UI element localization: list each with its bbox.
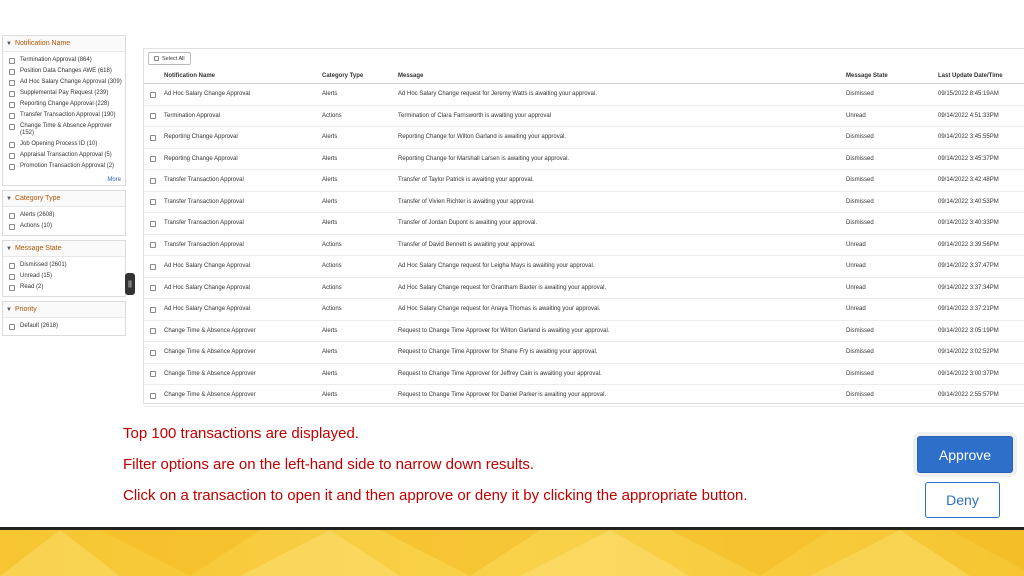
cell-message: Reporting Change for Wilton Garland is awaiting your approval. [398, 134, 567, 140]
cell-category-type: Alerts [322, 220, 338, 226]
filter-group-priority [2, 301, 126, 336]
table-row[interactable] [144, 84, 1024, 106]
filter-group-message-state [2, 240, 126, 297]
collapse-panel-handle[interactable]: || [125, 273, 135, 295]
instruction-line-1: Top 100 transactions are displayed. [123, 425, 359, 442]
filter-option[interactable] [3, 139, 125, 150]
cell-message-state: Dismissed [846, 370, 874, 377]
filter-heading-notification-name[interactable] [3, 36, 125, 52]
cell-message: Request to Change Time Approver for Wilton Garland is awaiting your approval. [398, 327, 610, 334]
cell-category-type: Alerts [322, 177, 338, 183]
select-all-label: Select All [162, 55, 185, 62]
cell-message: Transfer of Jordan Dupont is awaiting your approval. [398, 220, 538, 226]
cell-notification-name: Change Time & Absence Approver [164, 370, 256, 377]
row-checkbox[interactable] [150, 135, 156, 141]
table-row[interactable] [144, 106, 1024, 128]
cell-category-type: Alerts [322, 327, 338, 334]
cell-message-state: Unread [846, 241, 866, 248]
cell-message: Ad Hoc Salary Change request for Grantham Baxter is awaiting your approval. [398, 284, 607, 291]
checkbox-icon[interactable] [9, 153, 15, 159]
cell-last-update: 09/14/2022 2:55:57PM [938, 392, 999, 398]
cell-notification-name: Termination Approval [164, 112, 221, 119]
cell-last-update: 09/14/2022 3:05:19PM [938, 327, 999, 334]
table-header [144, 68, 1024, 84]
cell-notification-name: Reporting Change Approval [164, 134, 238, 140]
row-checkbox[interactable] [150, 285, 156, 291]
cell-last-update: 09/14/2022 3:45:37PM [938, 155, 999, 162]
caret-down-icon: ▼ [6, 245, 12, 252]
checkbox-icon[interactable] [9, 142, 15, 148]
filter-option-label: Appraisal Transaction Approval (5) [20, 152, 112, 158]
row-checkbox[interactable] [150, 199, 156, 205]
cell-message: Ad Hoc Salary Change request for Leigha Mays is awaiting your approval. [398, 263, 595, 269]
select-all-button[interactable] [148, 52, 191, 65]
instruction-line-3: Click on a transaction to open it and then approve or deny it by clicking the appropriate button. [123, 487, 748, 504]
filter-option[interactable] [3, 150, 125, 161]
footer-pattern [0, 530, 1024, 576]
filter-option-label: Ad Hoc Salary Change Approval (309) [20, 79, 122, 85]
cell-message: Transfer of Vivien Richter is awaiting your approval. [398, 198, 535, 205]
table-row[interactable] [144, 170, 1024, 192]
filter-option-label: Transfer Transaction Approval (190) [20, 112, 116, 118]
filter-option-label: Position Data Changes AWE (618) [20, 68, 112, 74]
checkbox-icon[interactable] [9, 69, 15, 75]
checkbox-icon[interactable] [9, 58, 15, 64]
row-checkbox[interactable] [150, 264, 156, 270]
notifications-table [143, 48, 1024, 404]
filter-option-label: Change Time & Absence Approver (152) [20, 123, 112, 136]
cell-message-state: Dismissed [846, 134, 874, 140]
checkbox-icon[interactable] [9, 263, 15, 269]
cell-message-state: Dismissed [846, 198, 874, 205]
filter-heading-category-type[interactable] [3, 191, 125, 207]
cell-message-state: Dismissed [846, 349, 874, 355]
checkbox-icon [154, 56, 159, 61]
checkbox-icon[interactable] [9, 213, 15, 219]
filter-list [3, 52, 125, 175]
filter-heading-label: Category Type [14, 195, 61, 202]
row-checkbox[interactable] [150, 242, 156, 248]
cell-message-state: Unread [846, 284, 866, 291]
filter-option-label: Default (2618) [20, 323, 59, 329]
cell-message-state: Unread [846, 306, 866, 312]
caret-down-icon: ▼ [6, 306, 12, 313]
cell-message: Transfer of David Bennett is awaiting your approval. [398, 241, 536, 248]
cell-category-type: Alerts [322, 198, 338, 205]
cell-message-state: Dismissed [846, 91, 874, 97]
cell-category-type: Alerts [322, 370, 338, 377]
column-header-message-state[interactable]: Message State [846, 73, 888, 79]
checkbox-icon[interactable] [9, 274, 15, 280]
cell-message-state: Dismissed [846, 220, 874, 226]
cell-last-update: 09/14/2022 3:40:33PM [938, 220, 999, 226]
cell-notification-name: Transfer Transaction Approval [164, 220, 244, 226]
cell-message-state: Dismissed [846, 177, 874, 183]
cell-notification-name: Transfer Transaction Approval [164, 198, 244, 205]
cell-message: Request to Change Time Approver for Daniel Parker is awaiting your approval. [398, 392, 607, 398]
cell-last-update: 09/15/2022 8:45:19AM [938, 91, 999, 97]
caret-down-icon: ▼ [6, 40, 12, 47]
cell-category-type: Actions [322, 241, 342, 248]
cell-notification-name: Ad Hoc Salary Change Approval [164, 263, 251, 269]
cell-notification-name: Change Time & Absence Approver [164, 327, 256, 334]
more-link[interactable]: More [107, 177, 121, 183]
caret-down-icon: ▼ [6, 195, 12, 202]
cell-notification-name: Change Time & Absence Approver [164, 392, 256, 398]
filter-heading-label: Priority [14, 306, 37, 313]
table-row[interactable] [144, 342, 1024, 364]
cell-notification-name: Change Time & Absence Approver [164, 349, 256, 355]
cell-message: Ad Hoc Salary Change request for Jeremy Watts is awaiting your approval. [398, 91, 597, 97]
row-checkbox[interactable] [150, 178, 156, 184]
filter-option[interactable] [3, 99, 125, 110]
filter-option[interactable] [3, 77, 125, 88]
footer-band [0, 530, 1024, 576]
cell-notification-name: Transfer Transaction Approval [164, 177, 244, 183]
filter-option-label: Supplemental Pay Request (239) [20, 90, 109, 96]
filter-option-label: Termination Approval (864) [20, 57, 92, 63]
filter-group-category-type [2, 190, 126, 236]
table-row[interactable] [144, 213, 1024, 235]
cell-last-update: 09/14/2022 3:37:21PM [938, 306, 999, 312]
cell-message-state: Dismissed [846, 155, 874, 162]
filter-option-label: Reporting Change Approval (228) [20, 101, 110, 107]
cell-message: Request to Change Time Approver for Jeffrey Cain is awaiting your approval. [398, 370, 602, 377]
filter-option[interactable] [3, 88, 125, 99]
filter-option-label: Unread (15) [20, 273, 53, 279]
cell-message-state: Unread [846, 112, 866, 119]
table-row[interactable] [144, 235, 1024, 257]
checkbox-icon[interactable] [9, 80, 15, 86]
filter-heading-message-state[interactable] [3, 241, 125, 257]
cell-notification-name: Transfer Transaction Approval [164, 241, 244, 248]
column-header-notification-name[interactable]: Notification Name [164, 73, 216, 79]
row-checkbox[interactable] [150, 350, 156, 356]
cell-category-type: Actions [322, 112, 342, 119]
filter-list [3, 318, 125, 335]
cell-category-type: Actions [322, 306, 342, 312]
row-checkbox[interactable] [150, 371, 156, 377]
row-checkbox[interactable] [150, 92, 156, 98]
checkbox-icon[interactable] [9, 324, 15, 330]
row-checkbox[interactable] [150, 221, 156, 227]
checkbox-icon[interactable] [9, 124, 15, 130]
deny-button[interactable]: Deny [925, 482, 1000, 518]
table-row[interactable] [144, 149, 1024, 171]
cell-last-update: 09/14/2022 3:37:34PM [938, 284, 999, 291]
filter-heading-priority[interactable] [3, 302, 125, 318]
cell-last-update: 09/14/2022 3:37:47PM [938, 263, 999, 269]
filter-list [3, 207, 125, 235]
checkbox-icon[interactable] [9, 285, 15, 291]
filter-option[interactable] [3, 110, 125, 121]
cell-last-update: 09/14/2022 3:02:52PM [938, 349, 999, 355]
column-header-message[interactable]: Message [398, 73, 424, 79]
cell-category-type: Actions [322, 284, 342, 291]
cell-category-type: Alerts [322, 134, 338, 140]
checkbox-icon[interactable] [9, 102, 15, 108]
filter-option[interactable] [3, 260, 125, 271]
cell-last-update: 09/14/2022 3:45:55PM [938, 134, 999, 140]
filter-option-label: Dismissed (2601) [20, 262, 67, 268]
filter-heading-label: Notification Name [14, 40, 71, 47]
cell-last-update: 09/14/2022 4:51:33PM [938, 112, 999, 119]
approve-button[interactable]: Approve [917, 436, 1013, 473]
filter-option[interactable] [3, 271, 125, 282]
row-checkbox[interactable] [150, 113, 156, 119]
cell-notification-name: Reporting Change Approval [164, 155, 238, 162]
cell-message-state: Dismissed [846, 392, 874, 398]
filter-option-label: Actions (10) [20, 223, 53, 229]
row-checkbox[interactable] [150, 156, 156, 162]
table-row[interactable] [144, 321, 1024, 343]
cell-category-type: Alerts [322, 349, 338, 355]
filter-option[interactable] [3, 210, 125, 221]
table-row[interactable] [144, 278, 1024, 300]
cell-message-state: Dismissed [846, 327, 874, 334]
cell-message-state: Unread [846, 263, 866, 269]
cell-notification-name: Ad Hoc Salary Change Approval [164, 306, 251, 312]
table-row[interactable] [144, 364, 1024, 386]
checkbox-icon[interactable] [9, 164, 15, 170]
filter-option-label: Read (2) [20, 284, 44, 290]
row-checkbox[interactable] [150, 307, 156, 313]
cell-message: Transfer of Taylor Patrick is awaiting your approval. [398, 177, 534, 183]
checkbox-icon[interactable] [9, 91, 15, 97]
cell-category-type: Alerts [322, 91, 338, 97]
filter-option[interactable] [3, 55, 125, 66]
column-header-category-type[interactable]: Category Type [322, 73, 364, 79]
filter-list [3, 257, 125, 296]
cell-last-update: 09/14/2022 3:40:53PM [938, 198, 999, 205]
filter-option-label: Promotion Transaction Approval (2) [20, 163, 115, 169]
filter-option-label: Alerts (2608) [20, 212, 55, 218]
cell-category-type: Alerts [322, 392, 338, 398]
cell-message: Request to Change Time Approver for Shane Fry is awaiting your approval. [398, 349, 598, 355]
cell-category-type: Alerts [322, 155, 338, 162]
filter-option[interactable] [3, 161, 125, 172]
cell-category-type: Actions [322, 263, 342, 269]
filter-group-notification-name [2, 35, 126, 186]
cell-notification-name: Ad Hoc Salary Change Approval [164, 284, 251, 291]
checkbox-icon[interactable] [9, 224, 15, 230]
instruction-line-2: Filter options are on the left-hand side to narrow down results. [123, 456, 535, 473]
table-row[interactable] [144, 299, 1024, 321]
filter-option[interactable] [3, 282, 125, 293]
table-row[interactable] [144, 385, 1024, 407]
row-checkbox[interactable] [150, 393, 156, 399]
filter-option-label: Job Opening Process ID (10) [20, 141, 98, 147]
table-row[interactable] [144, 127, 1024, 149]
row-checkbox[interactable] [150, 328, 156, 334]
cell-notification-name: Ad Hoc Salary Change Approval [164, 91, 251, 97]
filter-panel [2, 35, 126, 340]
filter-option[interactable] [3, 221, 125, 232]
checkbox-icon[interactable] [9, 113, 15, 119]
table-row[interactable] [144, 192, 1024, 214]
filter-option[interactable] [3, 321, 125, 332]
cell-message: Reporting Change for Marshall Larsen is awaiting your approval. [398, 155, 570, 162]
cell-last-update: 09/14/2022 3:00:37PM [938, 370, 999, 377]
filter-heading-label: Message State [14, 245, 62, 252]
cell-message: Ad Hoc Salary Change request for Anaya Thomas is awaiting your approval. [398, 306, 601, 312]
cell-last-update: 09/14/2022 3:39:56PM [938, 241, 999, 248]
cell-last-update: 09/14/2022 3:42:48PM [938, 177, 999, 183]
table-row[interactable] [144, 256, 1024, 278]
column-header-last-update[interactable]: Last Update Date/Time [938, 73, 1003, 79]
filter-option[interactable] [3, 121, 125, 139]
filter-option[interactable] [3, 66, 125, 77]
cell-message: Termination of Clara Farnsworth is awaiting your approval [398, 112, 552, 119]
